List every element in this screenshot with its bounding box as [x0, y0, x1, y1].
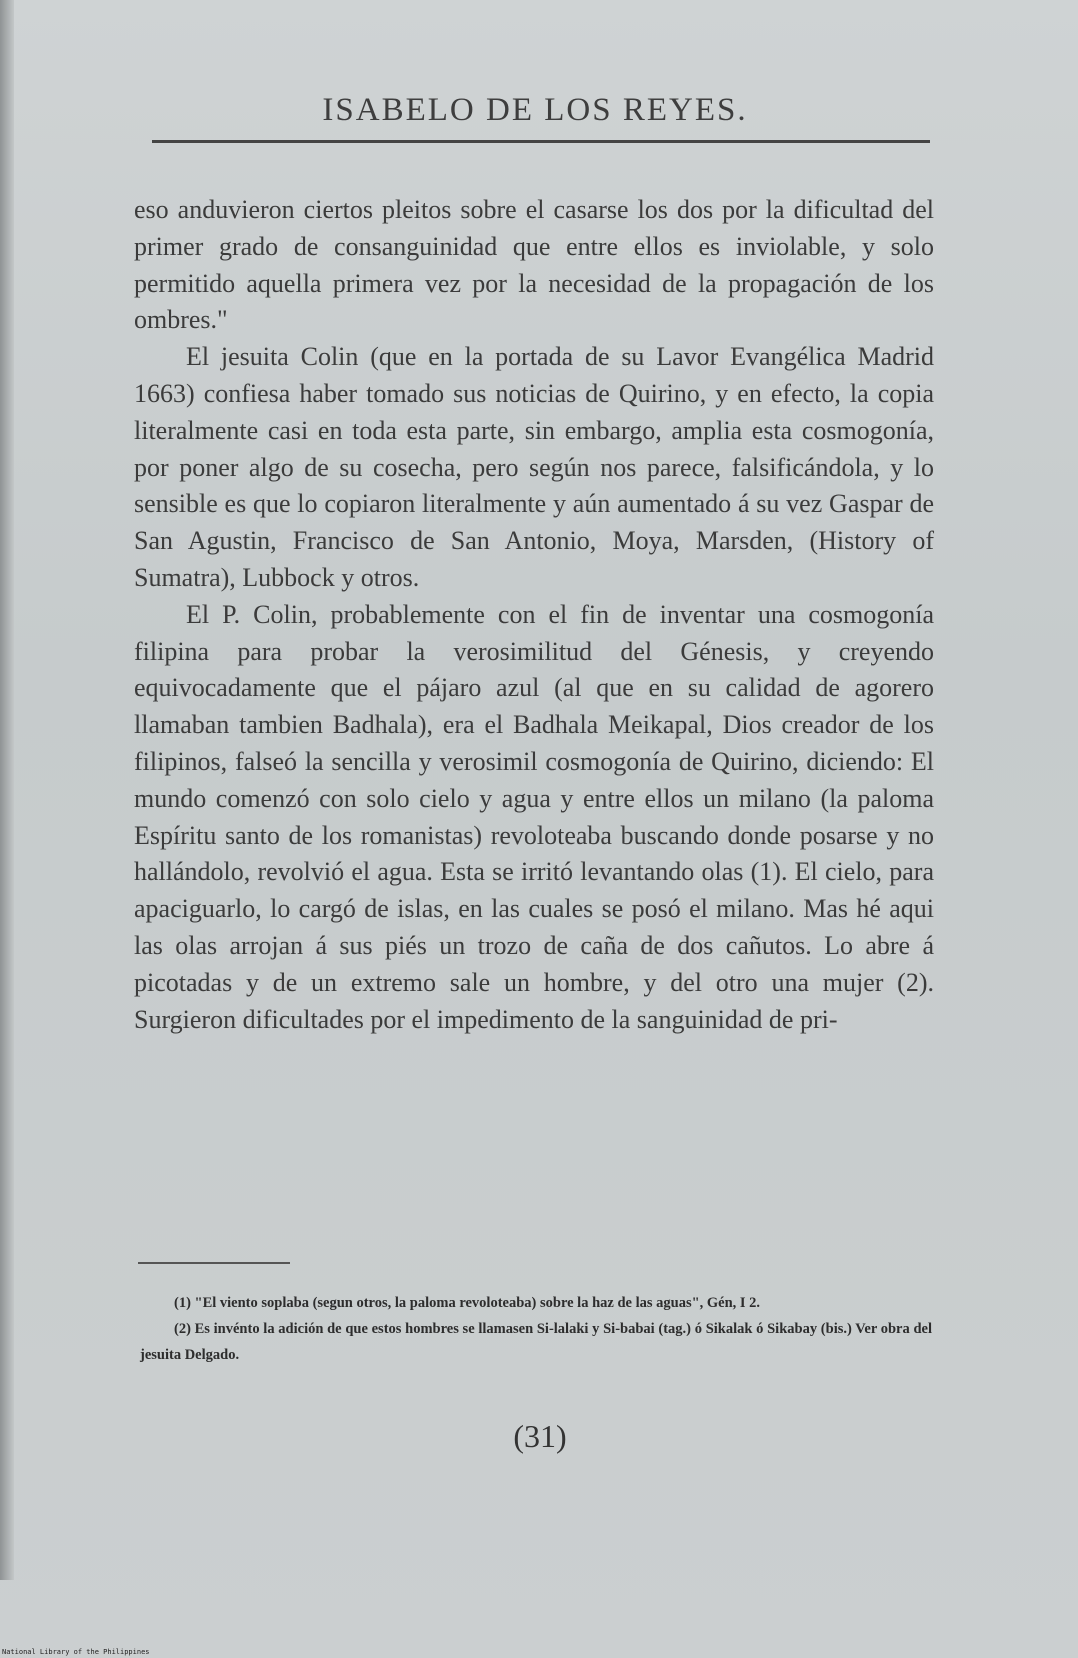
paragraph-2: El jesuita Colin (que en la portada de su Lavor Evangélica Madrid 1663) confiesa haber tomado sus noticias de Quirino, y en efecto, la copia literalmente casi en toda esta parte, sin embargo, amplia esta cosmogonía, por poner algo de su cosecha, pero según nos parece, falsificándola, y lo sensible es que lo copiaron literalmente y aún aumentado á su vez Gaspar de San Agustin, Francisco de San Antonio, Moya, Marsden, (History of Sumatra), Lubbock y otros. — [134, 342, 934, 592]
page-binding-edge — [0, 0, 14, 1580]
page-number: (31) — [513, 1418, 567, 1454]
header-rule — [152, 140, 930, 143]
running-head: ISABELO DE LOS REYES. — [322, 92, 748, 128]
footnote-1: (1) "El viento soplaba (segun otros, la paloma revoloteaba) sobre la haz de las aguas", Gén, I 2. — [174, 1295, 761, 1311]
paragraph-3: El P. Colin, probablemente con el fin de inventar una cosmogonía filipina para probar la verosimilitud del Génesis, y creyendo equivocadamente que el pájaro azul (al que en su calidad de agorero llamaban tambien Badhala), era el Badhala Meikapal, Dios creador de los filipinos, falseó la sencilla y verosimil cosmogonía de Quirino, diciendo: El mundo comenzó con solo cielo y agua y entre ellos un milano (la paloma Espíritu santo de los romanistas) revoloteaba buscando donde posarse y no hallándolo, revolvió el agua. Esta se irritó levantando olas (1). El cielo, para apaciguarlo, lo cargó de islas, en las cuales se posó el milano. Mas hé aqui las olas arrojan á sus piés un trozo de caña de dos cañutos. Lo abre á picotadas y de un extremo sale un hombre, y del otro una mujer (2). Surgieron dificultades por el impedimento de la sanguinidad de pri- — [134, 599, 934, 1034]
footnote-rule — [138, 1262, 290, 1264]
paragraph-1: eso anduvieron ciertos pleitos sobre el casarse los dos por la dificultad del primer grado de consanguinidad que entre ellos es inviolable, y solo permitido aquella primera vez por la necesidad de la propagación de los ombres." — [134, 195, 934, 335]
body-text — [134, 192, 934, 1038]
footnotes — [140, 1290, 932, 1368]
footnote-2: (2) Es invénto la adición de que estos hombres se llamasen Si-lalaki y Si-babai (tag.) ó Sikalak ó Sikabay (bis.) Ver obra del jesuita Delgado. — [140, 1321, 932, 1363]
library-credit: National Library of the Philippines — [2, 1648, 150, 1656]
